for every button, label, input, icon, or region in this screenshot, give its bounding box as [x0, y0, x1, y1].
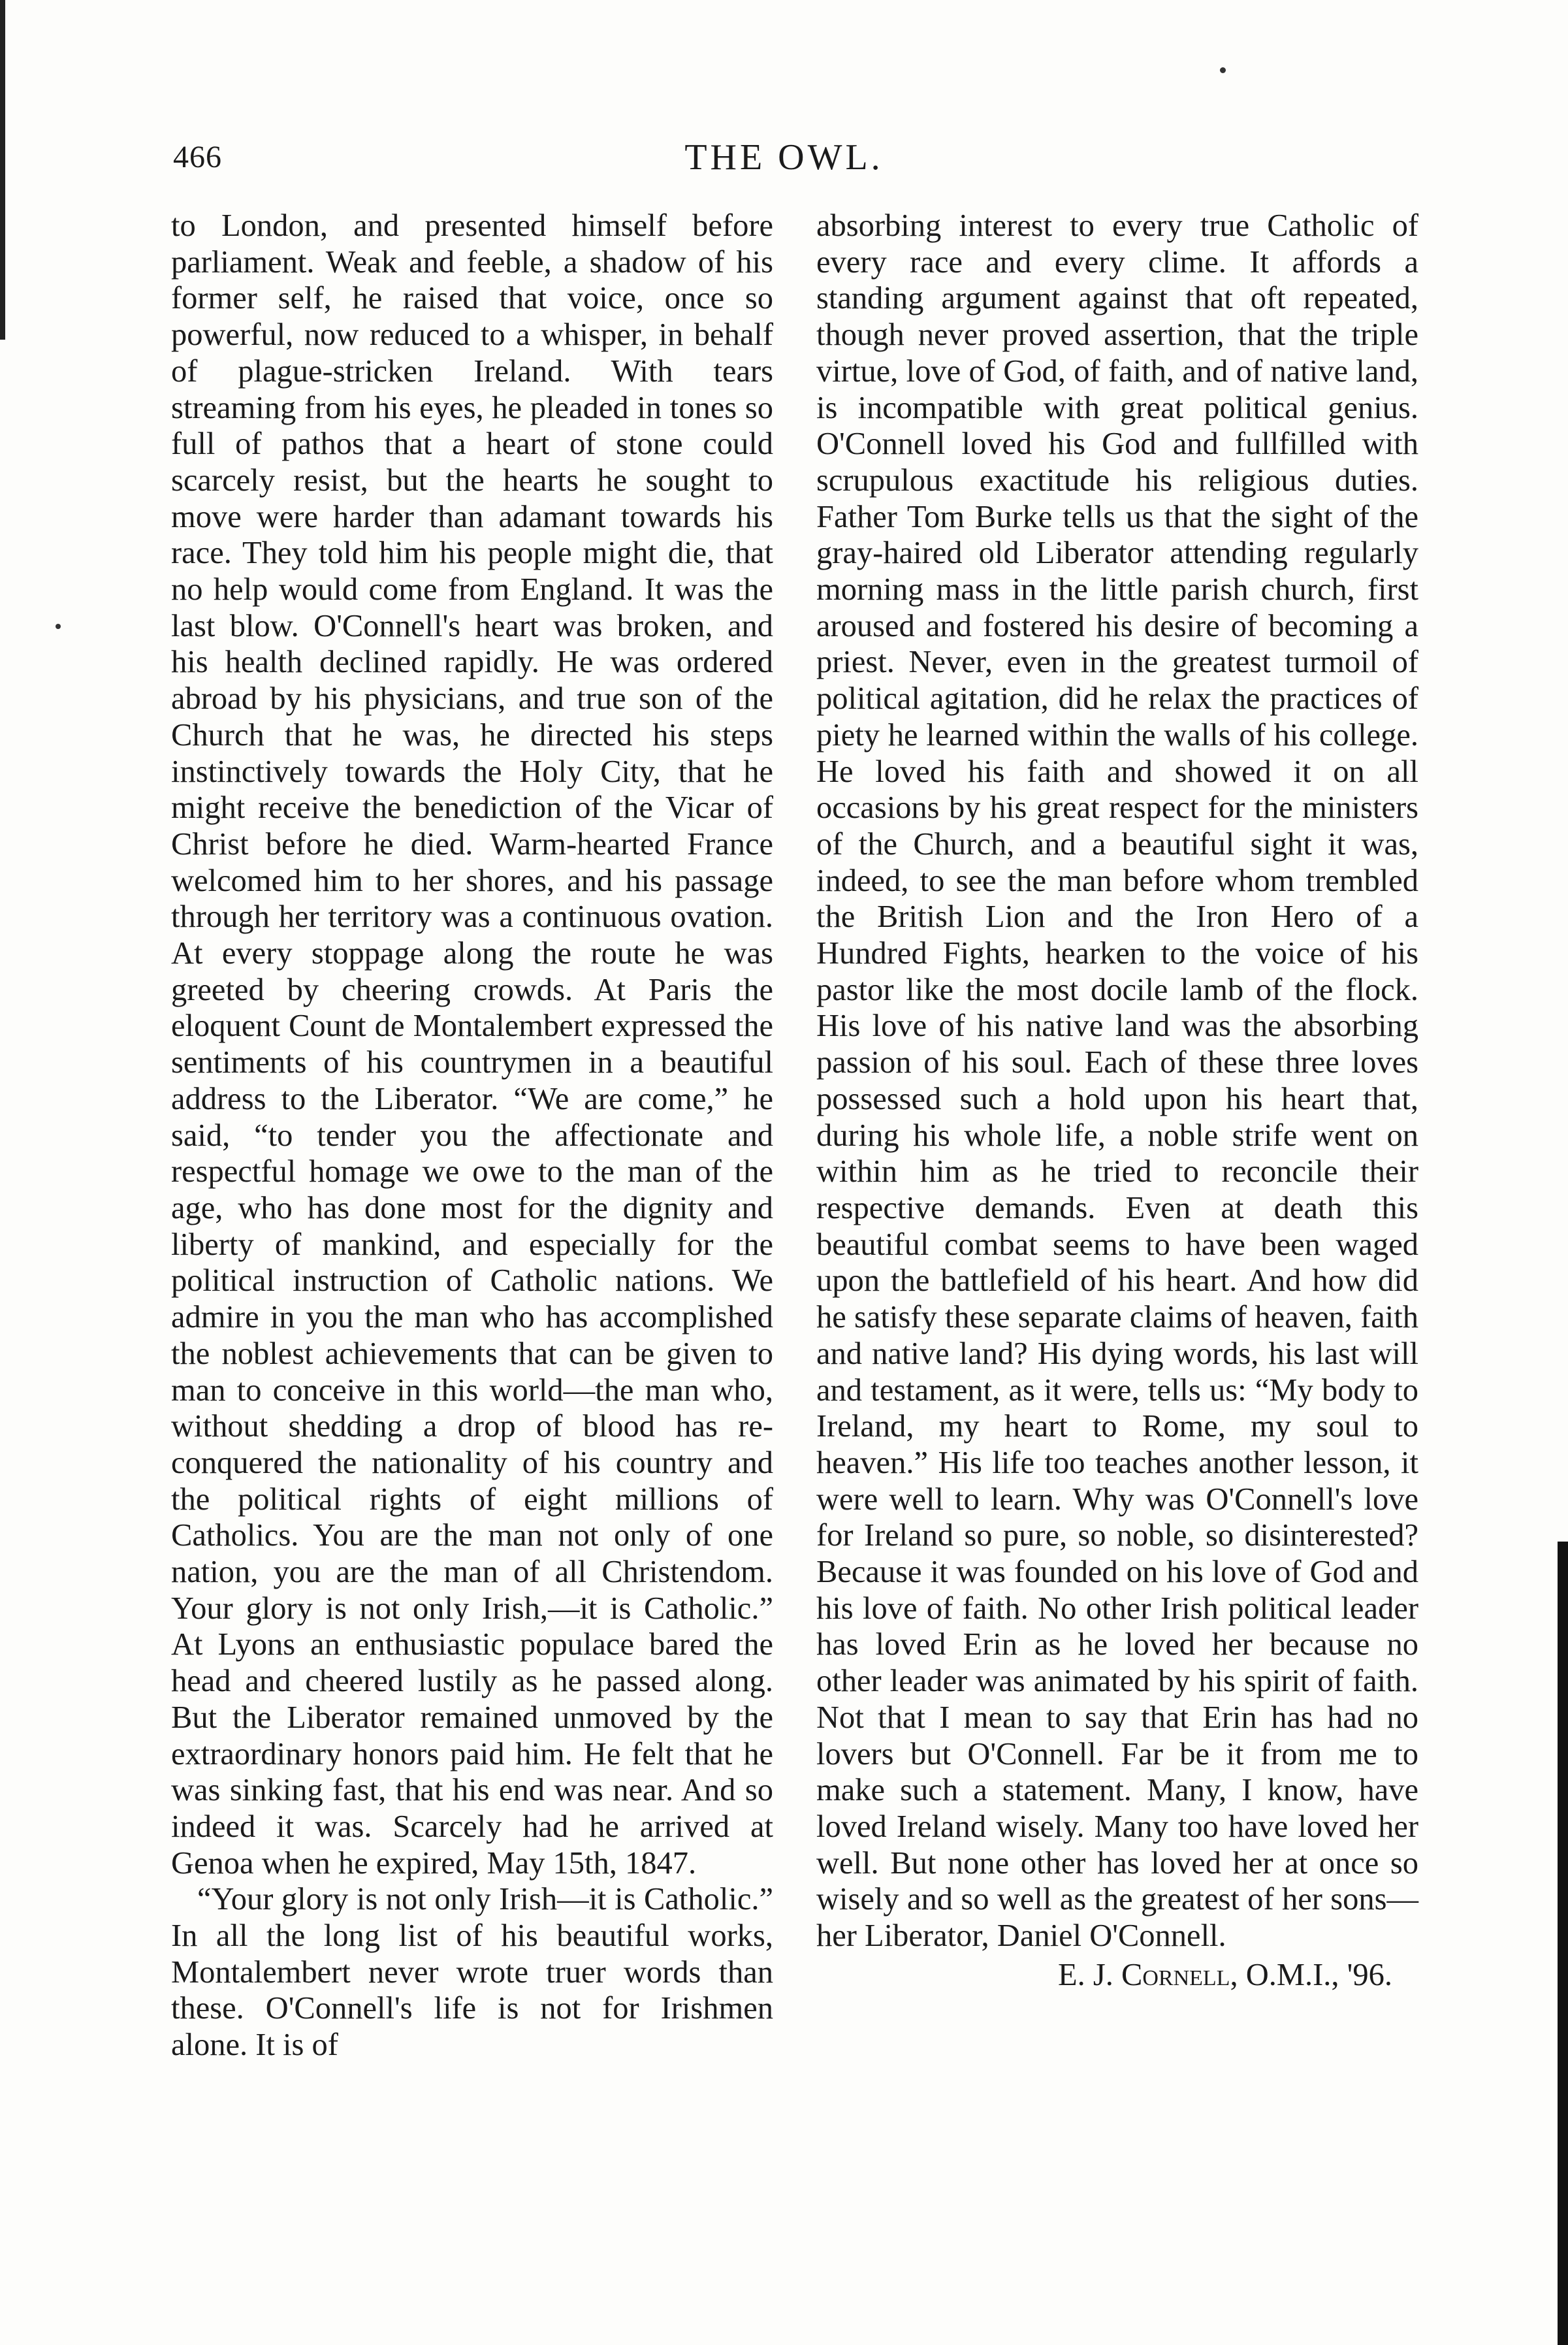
left-paragraph-1: to London, and presented himself before parliament. Weak and feeble, a shadow of his former self, he raised that voice, once so powerful, now reduced to a whisper, in behalf of plague-stricken Ireland. With tears streaming from his eyes, he pleaded in tones so full of pathos that a heart of stone could scarcely resist, but the hearts he sought to move were harder than adamant towards his race. They told him his people might die, that no help would come from England. It was the last blow. O'Connell's heart was broken, and his health declined rapidly. He was ordered abroad by his physicians, and true son of the Church that he was, he directed his steps instinctively towards the Holy City, that he might receive the benediction of the Vicar of Christ before he died. Warm-hearted France welcomed him to her shores, and his passage through her territory was a continuous ovation. At every stoppage along the route he was greeted by cheering crowds. At Paris the eloquent Count de Montalembert expressed the sentiments of his countrymen in a beautiful address to the Liberator. “We are come,” he said, “to tender you the affectionate and respectful homage we owe to the man of the age, who has done most for the dignity and liberty of mankind, and especially for the political instruction of Catholic nations. We admire in you the man who has accomplished the noblest achievements that can be given to man to conceive in this world—the man who, without shedding a drop of blood has re-conquered the nationality of his country and the political rights of eight millions of Catholics. You are the man not only of one nation, you are the man of all Christendom. Your glory is not only Irish,—it is Catholic.” At Lyons an enthusiastic populace bared the head and cheered lustily as he passed along. But the Liberator remained unmoved by the extraordinary honors paid him. He felt that he was sinking fast, that his end was near. And so indeed it was. Scarcely had he arrived at Genoa when he expired, May 15th, 1847. [171, 208, 773, 1881]
right-paragraph-1: absorbing interest to every true Catholic of every race and every clime. It affords a standing argument against that oft repeated, though never proved assertion, that the triple virtue, love of God, of faith, and of native land, is incompatible with great political genius. O'Connell loved his God and fullfilled with scrupulous exactitude his religious duties. Father Tom Burke tells us that the sight of the gray-haired old Liberator attending regularly morning mass in the little parish church, first aroused and fostered his desire of becoming a priest. Never, even in the greatest turmoil of political agitation, did he relax the practices of piety he learned within the walls of his college. He loved his faith and showed it on all occasions by his great respect for the ministers of the Church, and a beautiful sight it was, indeed, to see the man before whom trembled the British Lion and the Iron Hero of a Hundred Fights, hearken to the voice of his pastor like the most docile lamb of the flock. His love of his native land was the absorbing passion of his soul. Each of these three loves possessed such a hold upon his heart that, during his whole life, a noble strife went on within him as he tried to reconcile their respective demands. Even at death this beautiful combat seems to have been waged upon the battlefield of his heart. And how did he satisfy these separate claims of heaven, faith and native land? His dying words, his last will and testament, as it were, tells us: “My body to Ireland, my heart to Rome, my soul to heaven.” His life too teaches another lesson, it were well to learn. Why was O'Connell's love for Ireland so pure, so noble, so disinterested? Because it was founded on his love of God and his love of faith. No other Irish political leader has loved Erin as he loved her because no other leader was animated by his spirit of faith. Not that I mean to say that Erin has had no lovers but O'Connell. Far be it from me to make such a statement. Many, I know, have loved Ireland wisely. Many too have loved her well. But none other has loved her at once so wisely and so well as the greatest of her sons—her Liberator, Daniel O'Connell. [816, 208, 1418, 1954]
scan-speck [56, 624, 61, 629]
author-signature: E. J. Cornell, O.M.I., '96. [1058, 1957, 1392, 1992]
journal-title: THE OWL. [684, 137, 884, 178]
left-paragraph-2: “Your glory is not only Irish—it is Catholic.” In all the long list of his beautiful works, Montalembert never wrote truer words than these. O'Connell's life is not for Irishmen alone. It is of [171, 1882, 773, 2063]
page-number: 466 [173, 140, 222, 174]
scan-speck [1220, 67, 1226, 73]
scan-edge-right [1558, 1542, 1568, 2345]
running-head [0, 134, 1568, 186]
left-column [171, 208, 773, 2063]
right-column [816, 208, 1418, 1993]
